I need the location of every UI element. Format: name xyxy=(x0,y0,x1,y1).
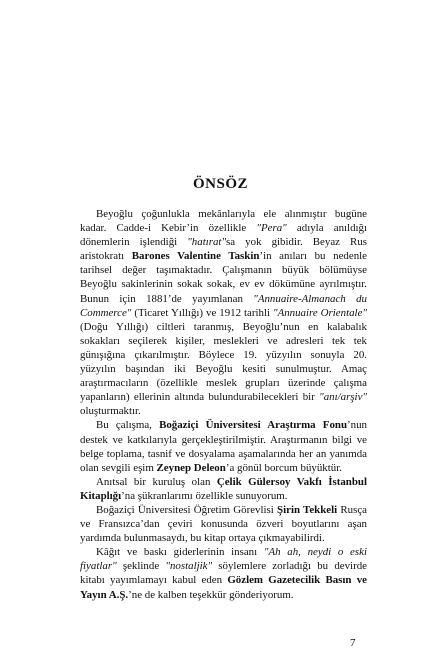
text-run: Boğaziçi Üniversitesi Öğretim Görevlisi xyxy=(96,503,278,516)
text-run: ’nun destek ve katkılarıyla gerçekleştirilmiştir. Araştırmanın bilgi ve belge toplama, tasnif ve dosyalama aşamalarında her an yanımda olan sevgili eşim xyxy=(80,419,367,474)
paragraph xyxy=(80,207,367,418)
text-run: söylemlere zorladığı bu devirde kitabı yayımlamayı kabul eden xyxy=(80,560,367,587)
page-number: 7 xyxy=(350,637,356,649)
text-run: Bu çalışma, xyxy=(96,419,160,432)
paragraph xyxy=(80,418,367,474)
text-run: Beyoğlu çoğunlukla mekânlarıyla ele alınmıştır bugüne kadar. Cadde-i Kebir’in özellikle xyxy=(80,208,367,235)
page-title: ÖNSÖZ xyxy=(192,176,248,192)
text-run: şeklinde xyxy=(116,560,166,573)
paragraph xyxy=(80,545,367,601)
italic-text: "Pera" xyxy=(256,222,287,235)
text-run: (Ticaret Yıllığı) ve 1912 tarihli xyxy=(131,306,273,319)
paragraph xyxy=(80,475,367,503)
italic-text: "Annuaire Orientale" xyxy=(273,306,367,319)
text-run: Anıtsal bir kuruluş olan xyxy=(96,475,217,488)
text-run: oluşturmaktır. xyxy=(80,405,141,418)
italic-text: "Annuaire-Almanach du Commerce" xyxy=(80,292,367,319)
bold-text: Şirin Tekkeli xyxy=(277,503,338,516)
italic-text: "anı/arşiv" xyxy=(319,391,367,404)
bold-text: Boğaziçi Üniversitesi Araştırma Fonu xyxy=(159,419,348,432)
bold-text: Gözlem Gazetecilik Basın ve Yayın A.Ş. xyxy=(80,574,367,601)
preface-body xyxy=(80,207,367,602)
text-run: Rusça ve Fransızca’dan çeviri konusunda özveri boyutlarını aşan yardımda bulunmasaydı, bu kitap ortaya çıkmayabilirdi. xyxy=(80,503,367,545)
text-run: ’a gönül borcum büyüktür. xyxy=(225,461,342,474)
italic-text: "Ah ah, neydi o eski fiyatlar" xyxy=(80,546,367,573)
text-run: adıyla anıldığı dönemlerin işlendiği xyxy=(80,222,368,249)
bold-text: Barones Valentine Taskin xyxy=(131,250,260,263)
paragraph xyxy=(80,503,367,545)
text-run: ’ne de kalben teşekkür gönderiyorum. xyxy=(128,588,294,601)
text-run: ’in anıları bu nedenle tarihsel değer taşımaktadır. Çalışmanın büyük bölümüyse Beyoğlu sakinlerinin sokak sokak, ev ev dökümüne ayrılmıştır. Bunun için 1881’de yayımlanan xyxy=(80,250,367,305)
bold-text: Çelik Gülersoy Vakfı İstanbul Kitaplığı xyxy=(80,475,367,502)
italic-text: "hatırat" xyxy=(187,236,227,249)
text-run: sa yok gibidir. Beyaz Rus aristokratı xyxy=(80,236,367,263)
bold-text: Zeynep Deleon xyxy=(156,461,226,474)
text-run: ’na şükranlarımı özellikle sunuyorum. xyxy=(121,489,288,502)
text-run: (Doğu Yıllığı) ciltleri taranmış, Beyoğlu’nun en kalabalık sokakları seçilerek kişiler, meslekleri ve adresleri tek tek günışığına çıkarılmıştır. Böylece 19. yüzyılın sonuyla 20. yüzyılın başından iki Beyoğlu kesiti sunulmuştur. Amaç araştırmacıların (özellikle meslek grupları üzerinde çalışma yapanların) ellerinin altında bulundurabilecekleri bir xyxy=(80,320,367,404)
text-run: Kâğıt ve baskı giderlerinin insanı xyxy=(96,546,264,559)
italic-text: "nostaljik" xyxy=(165,560,213,573)
